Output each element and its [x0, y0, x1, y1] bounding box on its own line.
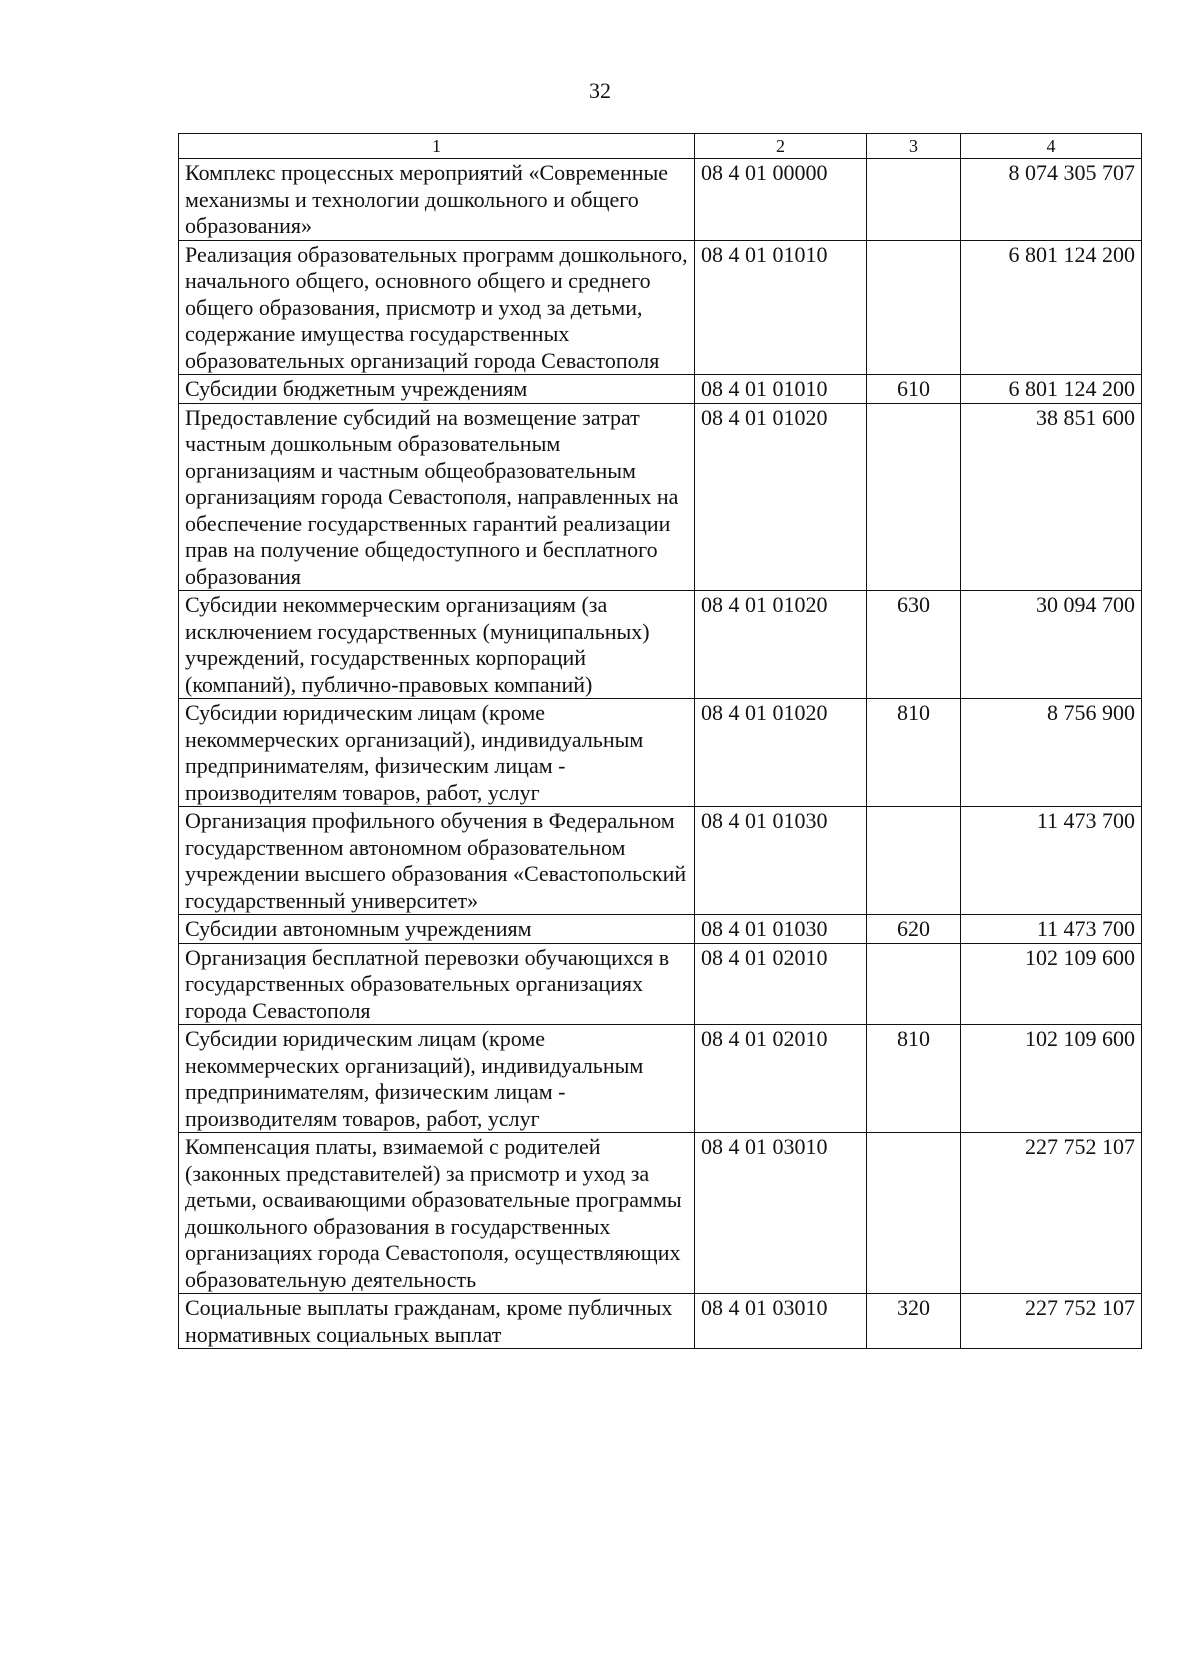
- row-code: 08 4 01 01030: [695, 807, 867, 915]
- table-row: [179, 159, 1142, 241]
- row-amount: 8 756 900: [961, 699, 1142, 807]
- row-amount: 38 851 600: [961, 403, 1142, 591]
- row-name: Организация бесплатной перевозки обучающихся в государственных образовательных организациях города Севастополя: [179, 943, 695, 1025]
- row-name: Социальные выплаты гражданам, кроме публичных нормативных социальных выплат: [179, 1294, 695, 1349]
- row-expense-type: 610: [867, 375, 961, 404]
- table-row: [179, 240, 1142, 375]
- row-code: 08 4 01 03010: [695, 1133, 867, 1294]
- table-row: [179, 807, 1142, 915]
- table-row: [179, 1133, 1142, 1294]
- row-amount: 227 752 107: [961, 1294, 1142, 1349]
- row-amount: 30 094 700: [961, 591, 1142, 699]
- row-name: Субсидии юридическим лицам (кроме некоммерческих организаций), индивидуальным предпринимателям, физическим лицам - производителям товаров, работ, услуг: [179, 699, 695, 807]
- row-name: Субсидии автономным учреждениям: [179, 915, 695, 944]
- row-code: 08 4 01 01020: [695, 699, 867, 807]
- table-row: [179, 591, 1142, 699]
- table-row: [179, 699, 1142, 807]
- row-expense-type: 320: [867, 1294, 961, 1349]
- row-expense-type: 630: [867, 591, 961, 699]
- table-row: [179, 915, 1142, 944]
- row-expense-type: [867, 159, 961, 241]
- row-code: 08 4 01 03010: [695, 1294, 867, 1349]
- column-header-4: 4: [961, 134, 1142, 159]
- row-code: 08 4 01 01020: [695, 403, 867, 591]
- row-name: Организация профильного обучения в Федеральном государственном автономном образовательном учреждении высшего образования «Севастопольский государственный университет»: [179, 807, 695, 915]
- row-expense-type: [867, 1133, 961, 1294]
- row-name: Субсидии некоммерческим организациям (за исключением государственных (муниципальных) учреждений, государственных корпораций (компаний), публично-правовых компаний): [179, 591, 695, 699]
- column-header-1: 1: [179, 134, 695, 159]
- row-code: 08 4 01 00000: [695, 159, 867, 241]
- table-row: [179, 943, 1142, 1025]
- table-row: [179, 403, 1142, 591]
- row-code: 08 4 01 01030: [695, 915, 867, 944]
- row-code: 08 4 01 02010: [695, 943, 867, 1025]
- table-row: [179, 1025, 1142, 1133]
- row-expense-type: [867, 240, 961, 375]
- column-header-2: 2: [695, 134, 867, 159]
- row-amount: 6 801 124 200: [961, 240, 1142, 375]
- row-name: Реализация образовательных программ дошкольного, начального общего, основного общего и среднего общего образования, присмотр и уход за детьми, содержание имущества государственных образовательных организаций города Севастополя: [179, 240, 695, 375]
- row-expense-type: 810: [867, 699, 961, 807]
- row-amount: 227 752 107: [961, 1133, 1142, 1294]
- row-expense-type: [867, 943, 961, 1025]
- row-code: 08 4 01 01010: [695, 375, 867, 404]
- row-expense-type: 810: [867, 1025, 961, 1133]
- page-number: 32: [589, 78, 611, 103]
- row-amount: 6 801 124 200: [961, 375, 1142, 404]
- budget-table: [178, 133, 1142, 1349]
- row-code: 08 4 01 01020: [695, 591, 867, 699]
- row-name: Субсидии бюджетным учреждениям: [179, 375, 695, 404]
- table-header-row: [179, 134, 1142, 159]
- table-row: [179, 375, 1142, 404]
- row-name: Компенсация платы, взимаемой с родителей (законных представителей) за присмотр и уход за детьми, осваивающими образовательные программы дошкольного образования в государственных организациях города Севастополя, осуществляющих образовательную деятельность: [179, 1133, 695, 1294]
- row-name: Предоставление субсидий на возмещение затрат частным дошкольным образовательным организациям и частным общеобразовательным организациям города Севастополя, направленных на обеспечение государственных гарантий реализации прав на получение общедоступного и бесплатного образования: [179, 403, 695, 591]
- table-row: [179, 1294, 1142, 1349]
- row-amount: 11 473 700: [961, 807, 1142, 915]
- row-amount: 102 109 600: [961, 1025, 1142, 1133]
- row-name: Субсидии юридическим лицам (кроме некоммерческих организаций), индивидуальным предпринимателям, физическим лицам - производителям товаров, работ, услуг: [179, 1025, 695, 1133]
- row-expense-type: 620: [867, 915, 961, 944]
- row-code: 08 4 01 02010: [695, 1025, 867, 1133]
- row-amount: 11 473 700: [961, 915, 1142, 944]
- row-name: Комплекс процессных мероприятий «Современные механизмы и технологии дошкольного и общего образования»: [179, 159, 695, 241]
- row-expense-type: [867, 807, 961, 915]
- column-header-3: 3: [867, 134, 961, 159]
- row-amount: 8 074 305 707: [961, 159, 1142, 241]
- row-code: 08 4 01 01010: [695, 240, 867, 375]
- row-amount: 102 109 600: [961, 943, 1142, 1025]
- row-expense-type: [867, 403, 961, 591]
